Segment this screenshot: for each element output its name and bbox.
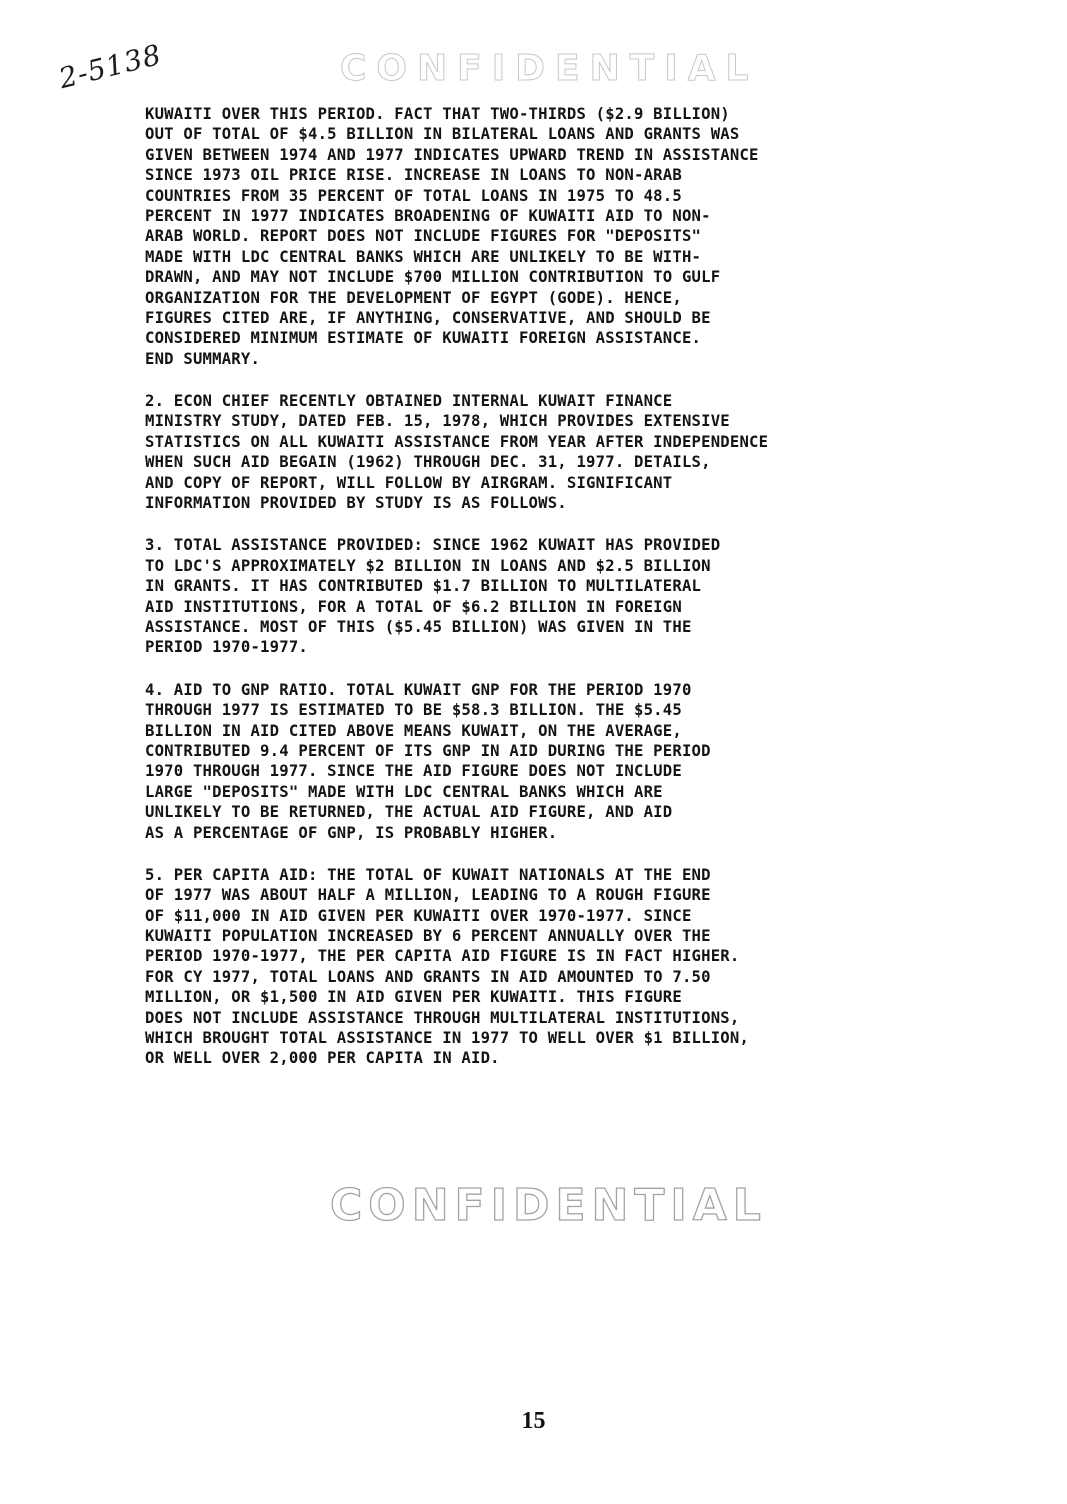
text-line: 1970 THROUGH 1977. SINCE THE AID FIGURE DOES NOT INCLUDE <box>145 762 682 781</box>
text-line: THROUGH 1977 IS ESTIMATED TO BE $58.3 BILLION. THE $5.45 <box>145 701 682 720</box>
text-line: KUWAITI POPULATION INCREASED BY 6 PERCENT ANNUALLY OVER THE <box>145 927 711 946</box>
text-line: DOES NOT INCLUDE ASSISTANCE THROUGH MULTILATERAL INSTITUTIONS, <box>145 1008 740 1027</box>
text-line: AID INSTITUTIONS, FOR A TOTAL OF $6.2 BILLION IN FOREIGN <box>145 597 682 616</box>
text-line: OUT OF TOTAL OF $4.5 BILLION IN BILATERAL LOANS AND GRANTS WAS <box>145 125 740 144</box>
text-line: AS A PERCENTAGE OF GNP, IS PROBABLY HIGHER. <box>145 823 558 842</box>
text-line: AND COPY OF REPORT, WILL FOLLOW BY AIRGRAM. SIGNIFICANT <box>145 473 673 492</box>
text-line: ARAB WORLD. REPORT DOES NOT INCLUDE FIGURES FOR "DEPOSITS" <box>145 227 702 246</box>
cable-body-text <box>145 104 945 1091</box>
text-line: ORGANIZATION FOR THE DEVELOPMENT OF EGYPT (GODE). HENCE, <box>145 288 682 307</box>
text-line: CONTRIBUTED 9.4 PERCENT OF ITS GNP IN AID DURING THE PERIOD <box>145 741 711 760</box>
text-line: END SUMMARY. <box>145 349 261 368</box>
text-line: ASSISTANCE. MOST OF THIS ($5.45 BILLION) WAS GIVEN IN THE <box>145 617 692 636</box>
text-line: PERIOD 1970-1977, THE PER CAPITA AID FIGURE IS IN FACT HIGHER. <box>145 947 740 966</box>
text-line: IN GRANTS. IT HAS CONTRIBUTED $1.7 BILLION TO MULTILATERAL <box>145 577 702 596</box>
text-line: STATISTICS ON ALL KUWAITI ASSISTANCE FROM YEAR AFTER INDEPENDENCE <box>145 432 769 451</box>
text-line: OF 1977 WAS ABOUT HALF A MILLION, LEADING TO A ROUGH FIGURE <box>145 886 711 905</box>
text-line: 5. PER CAPITA AID: THE TOTAL OF KUWAIT NATIONALS AT THE END <box>145 865 711 884</box>
text-line: OF $11,000 IN AID GIVEN PER KUWAITI OVER 1970-1977. SINCE <box>145 906 692 925</box>
text-line: PERIOD 1970-1977. <box>145 638 308 657</box>
text-line: DRAWN, AND MAY NOT INCLUDE $700 MILLION CONTRIBUTION TO GULF <box>145 268 721 287</box>
text-line: WHICH BROUGHT TOTAL ASSISTANCE IN 1977 TO WELL OVER $1 BILLION, <box>145 1029 750 1048</box>
text-line: CONSIDERED MINIMUM ESTIMATE OF KUWAITI FOREIGN ASSISTANCE. <box>145 329 702 348</box>
paragraph <box>145 104 945 369</box>
page-number: 15 <box>521 1408 546 1434</box>
paragraph <box>145 680 945 843</box>
text-line: UNLIKELY TO BE RETURNED, THE ACTUAL AID FIGURE, AND AID <box>145 803 673 822</box>
text-line: WHEN SUCH AID BEGAIN (1962) THROUGH DEC. 31, 1977. DETAILS, <box>145 453 711 472</box>
text-line: FOR CY 1977, TOTAL LOANS AND GRANTS IN AID AMOUNTED TO 7.50 <box>145 967 711 986</box>
text-line: PERCENT IN 1977 INDICATES BROADENING OF KUWAITI AID TO NON- <box>145 206 711 225</box>
text-line: GIVEN BETWEEN 1974 AND 1977 INDICATES UPWARD TREND IN ASSISTANCE <box>145 145 759 164</box>
text-line: MADE WITH LDC CENTRAL BANKS WHICH ARE UNLIKELY TO BE WITH- <box>145 247 702 266</box>
paragraph <box>145 391 945 513</box>
text-line: TO LDC'S APPROXIMATELY $2 BILLION IN LOANS AND $2.5 BILLION <box>145 556 711 575</box>
text-line: LARGE "DEPOSITS" MADE WITH LDC CENTRAL BANKS WHICH ARE <box>145 782 663 801</box>
text-line: SINCE 1973 OIL PRICE RISE. INCREASE IN LOANS TO NON-ARAB <box>145 166 682 185</box>
text-line: 3. TOTAL ASSISTANCE PROVIDED: SINCE 1962 KUWAIT HAS PROVIDED <box>145 536 721 555</box>
paragraph <box>145 535 945 657</box>
text-line: MILLION, OR $1,500 IN AID GIVEN PER KUWAITI. THIS FIGURE <box>145 988 682 1007</box>
confidential-stamp-bottom: CONFIDENTIAL <box>330 1180 767 1231</box>
text-line: MINISTRY STUDY, DATED FEB. 15, 1978, WHICH PROVIDES EXTENSIVE <box>145 412 730 431</box>
text-line: 4. AID TO GNP RATIO. TOTAL KUWAIT GNP FOR THE PERIOD 1970 <box>145 680 692 699</box>
text-line: KUWAITI OVER THIS PERIOD. FACT THAT TWO-THIRDS ($2.9 BILLION) <box>145 105 730 123</box>
text-line: FIGURES CITED ARE, IF ANYTHING, CONSERVATIVE, AND SHOULD BE <box>145 308 711 327</box>
handwritten-annotation: 2-5138 <box>55 37 165 96</box>
paragraph <box>145 865 945 1069</box>
text-line: OR WELL OVER 2,000 PER CAPITA IN AID. <box>145 1049 500 1068</box>
confidential-stamp-top: CONFIDENTIAL <box>340 48 759 89</box>
text-line: INFORMATION PROVIDED BY STUDY IS AS FOLLOWS. <box>145 494 567 513</box>
text-line: 2. ECON CHIEF RECENTLY OBTAINED INTERNAL KUWAIT FINANCE <box>145 392 673 411</box>
text-line: COUNTRIES FROM 35 PERCENT OF TOTAL LOANS IN 1975 TO 48.5 <box>145 186 682 205</box>
text-line: BILLION IN AID CITED ABOVE MEANS KUWAIT, ON THE AVERAGE, <box>145 721 682 740</box>
